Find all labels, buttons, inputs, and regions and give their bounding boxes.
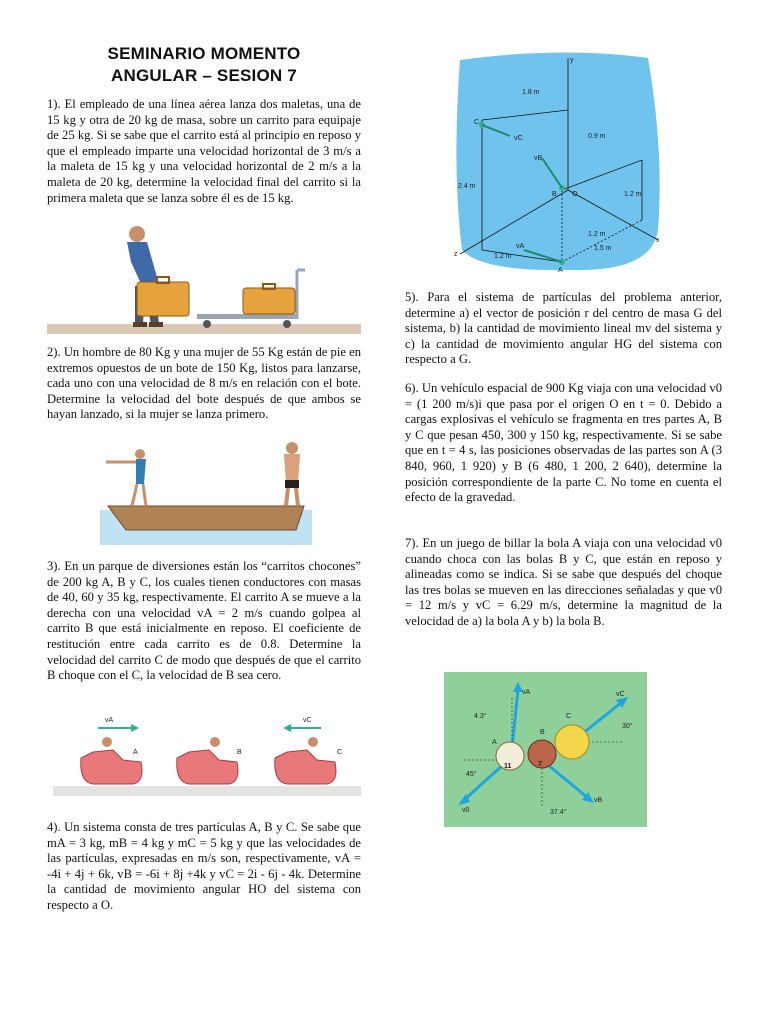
bumper-c-label: C [337,749,343,756]
ball-a-label: A [492,739,497,746]
bumper-cars-figure [53,710,361,796]
angle-45-label: 45° [466,771,477,778]
vel-a-billiard-label: vA [522,689,531,696]
ball-11-number: 11 [504,763,512,770]
dim-1-5-label: 1.5 m [594,245,612,252]
point-c-label: C [474,119,480,126]
dim-1-8-label: 1.8 m [522,89,540,96]
title-line-1: SEMINARIO MOMENTO [107,44,301,63]
problem-6-text: 6). Un vehículo espacial de 900 Kg viaja con una velocidad v0 = (1 200 m/s)i que pasa por el origen O en t = 0. Debido a cargas explosivas el vehículo se fragmenta en tres partes A, B y C que pesan 450, 300 y 150 kg, respectivamente. Si se sabe que en t = 4 s, las posiciones observadas de las partes son A (3 840, 960, 1 920) y B (6 480, 1 200, 2 640), determine la posición correspondiente de la parte C. No tome en cuenta el efecto de la gravedad. [405,381,722,505]
dim-1-2-vertical-label: 1.2 m [624,191,642,198]
suitcase-figure [47,222,361,334]
axis-z-label: z [454,251,458,258]
dim-1-2-bottom-label: 1.2 m [494,253,512,260]
vel-a-label: vA [516,243,525,250]
problem-4-text: 4). Un sistema consta de tres partículas A, B y C. Se sabe que mA = 3 kg, mB = 4 kg y mC = 5 kg y que las velocidades de las partículas, expresadas en m/s son, respectivamente, vA = -4i + 4j + 6k, vB = -6i + 8j +4k y vC = 2i - 6j - 4k. Determine la cantidad de movimiento angular HO del sistema con respecto a O. [47,820,361,912]
angle-30-label: 30° [622,723,633,730]
problem-3-text: 3). En un parque de diversiones están los “carritos chocones” de 200 kg A, B y C, los cuales tienen conductores con masas de 40, 60 y 35 kg, respectivamente. El carrito A se mueve a la derecha con una velocidad vA = 2 m/s cuando golpea al carrito B que está inicialmente en reposo. El coeficiente de restitución entre cada carrito es de 0.8. Determine la velocidad del carrito C de modo que después de que el carrito B choque con el C, la velocidad de B sea cero. [47,559,361,683]
vel-b-label: vB [534,155,543,162]
title-line-2: ANGULAR – SESION 7 [111,66,297,85]
problem-5-text: 5). Para el sistema de partículas del problema anterior, determine a) el vector de posición r del centro de masa G del sistema, b) la cantidad de movimiento lineal mv del sistema y c) la cantidad de movimiento angular HG del sistema con respecto a G. [405,290,722,367]
point-a-label: A [558,267,563,272]
axis-x-label: x [656,237,660,244]
vel-0-billiard-label: v0 [462,807,470,814]
dim-0-9-label: 0.9 m [588,133,606,140]
bumper-a-label: A [133,749,138,756]
ball-c-label: C [566,713,572,720]
point-o-label: O [572,191,578,198]
vel-c-billiard-label: vC [616,691,625,698]
bumper-vc-label: vC [303,717,312,724]
vel-b-billiard-label: vB [594,797,603,804]
axis-y-label: y [570,57,574,64]
ball-7-number: 7 [538,761,542,768]
point-b-label: B [552,191,557,198]
coordinate-figure [452,50,664,272]
ball-b-label: B [540,729,545,736]
problem-7-text: 7). En un juego de billar la bola A viaja con una velocidad v0 cuando choca con las bolas B y C, que están en reposo y alineadas como se indica. Si se sabe que después del choque las tres bolas se mueven en las direcciones señaladas y que v0 = 12 m/s y vC = 6.29 m/s, determine la magnitud de la velocidad de a) la bola A y b) la bola B. [405,536,722,628]
bumper-b-label: B [237,749,242,756]
dim-1-2-label: 1.2 m [588,231,606,238]
angle-37-4-label: 37.4° [550,809,567,816]
problem-1-text: 1). El empleado de una línea aérea lanza dos maletas, una de 15 kg y otra de 20 kg de masa, sobre un carrito para equipaje de 25 kg. Si se sabe que el carrito está al principio en reposo y que el empleado imparte una velocidad horizontal de 3 m/s a la maleta de 15 kg y una velocidad horizontal de 2 m/s a la maleta de 20 kg, determine la velocidad final del carrito si la primera maleta que se lanza sobre él es de 15 kg. [47,97,361,205]
boat-figure [100,440,312,545]
dim-2-4-label: 2.4 m [458,183,476,190]
angle-4-3-label: 4.3° [474,713,487,720]
page-title [47,43,361,87]
vel-c-label: vC [514,135,523,142]
bumper-va-label: vA [105,717,114,724]
problem-2-text: 2). Un hombre de 80 Kg y una mujer de 55 Kg están de pie en extremos opuestos de un bote de 150 Kg, listos para lanzarse, cada uno con una velocidad de 8 m/s en relación con el bote. Determine la velocidad del bote después de que ambos se hayan lanzado, si la mujer se lanza primero. [47,345,361,422]
billiard-figure [444,672,647,827]
